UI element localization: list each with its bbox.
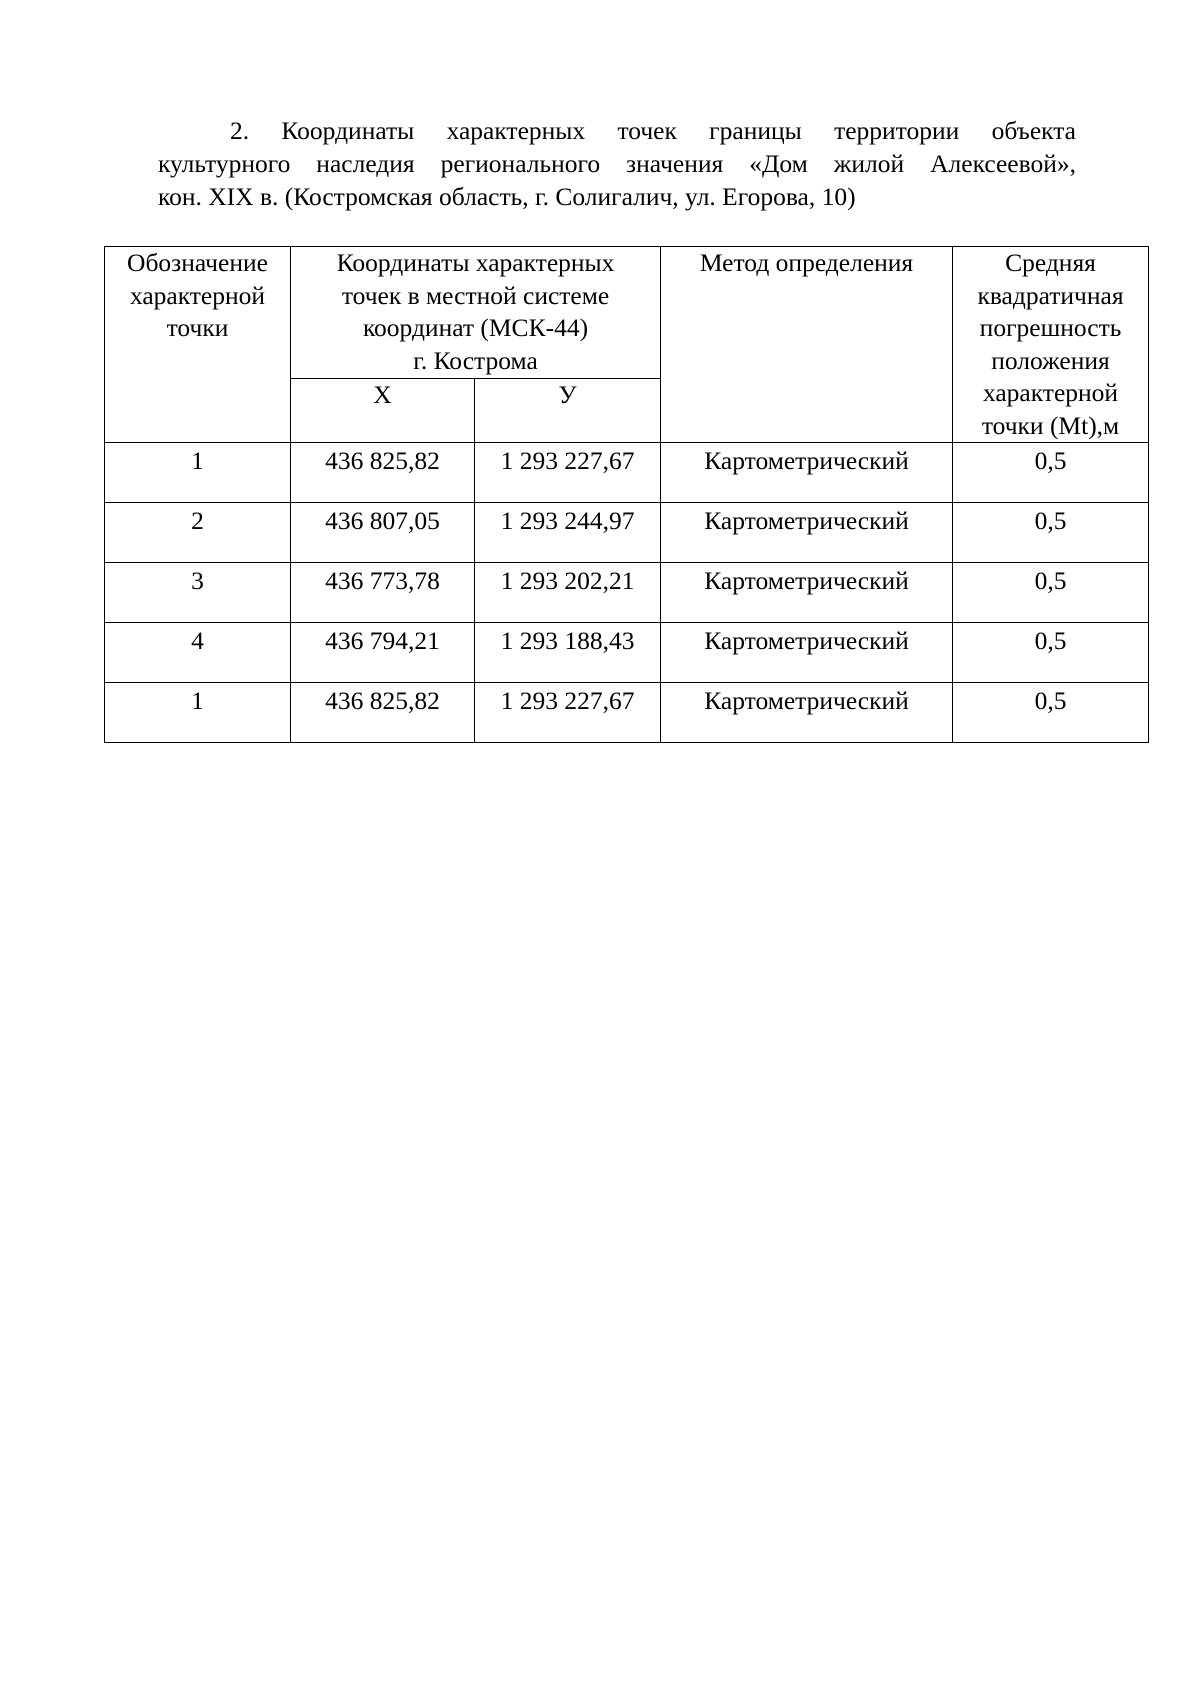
cell-method: Картометрический [661,443,953,503]
cell-method: Картометрический [661,503,953,563]
header-x: Х [291,379,475,443]
header-point-designation: Обозначение характерной точки [105,247,291,443]
header-coordinates: Координаты характерных точек в местной системе координат (МСК-44) г. Кострома [291,247,661,379]
cell-y: 1 293 227,67 [475,443,661,503]
cell-x: 436 825,82 [291,443,475,503]
cell-point: 4 [105,623,291,683]
cell-method: Картометрический [661,683,953,743]
heading-line-1: 2. Координаты характерных точек границы территории объекта [230,116,1076,145]
cell-point: 1 [105,443,291,503]
cell-error: 0,5 [953,443,1149,503]
cell-y: 1 293 227,67 [475,683,661,743]
cell-error: 0,5 [953,623,1149,683]
table-row [105,503,1149,563]
cell-x: 436 794,21 [291,623,475,683]
header-method: Метод определения [661,247,953,443]
cell-error: 0,5 [953,503,1149,563]
header-row-top [105,247,1149,379]
cell-point: 2 [105,503,291,563]
coordinates-table [104,246,1149,743]
cell-y: 1 293 188,43 [475,623,661,683]
heading-line-3: кон. XIX в. (Костромская область, г. Солигалич, ул. Егорова, 10) [158,182,856,211]
cell-error: 0,5 [953,563,1149,623]
cell-x: 436 825,82 [291,683,475,743]
cell-error: 0,5 [953,683,1149,743]
cell-x: 436 807,05 [291,503,475,563]
cell-method: Картометрический [661,623,953,683]
table-row [105,683,1149,743]
cell-point: 1 [105,683,291,743]
table-row [105,623,1149,683]
header-mean-square-error: Средняя квадратичная погрешность положения характерной точки (Mt),м [953,247,1149,443]
cell-method: Картометрический [661,563,953,623]
cell-y: 1 293 202,21 [475,563,661,623]
header-y: У [475,379,661,443]
section-heading [158,114,1076,213]
table-row [105,563,1149,623]
cell-x: 436 773,78 [291,563,475,623]
cell-point: 3 [105,563,291,623]
heading-line-2: культурного наследия регионального значения «Дом жилой Алексеевой», [158,149,1076,178]
table-row [105,443,1149,503]
cell-y: 1 293 244,97 [475,503,661,563]
